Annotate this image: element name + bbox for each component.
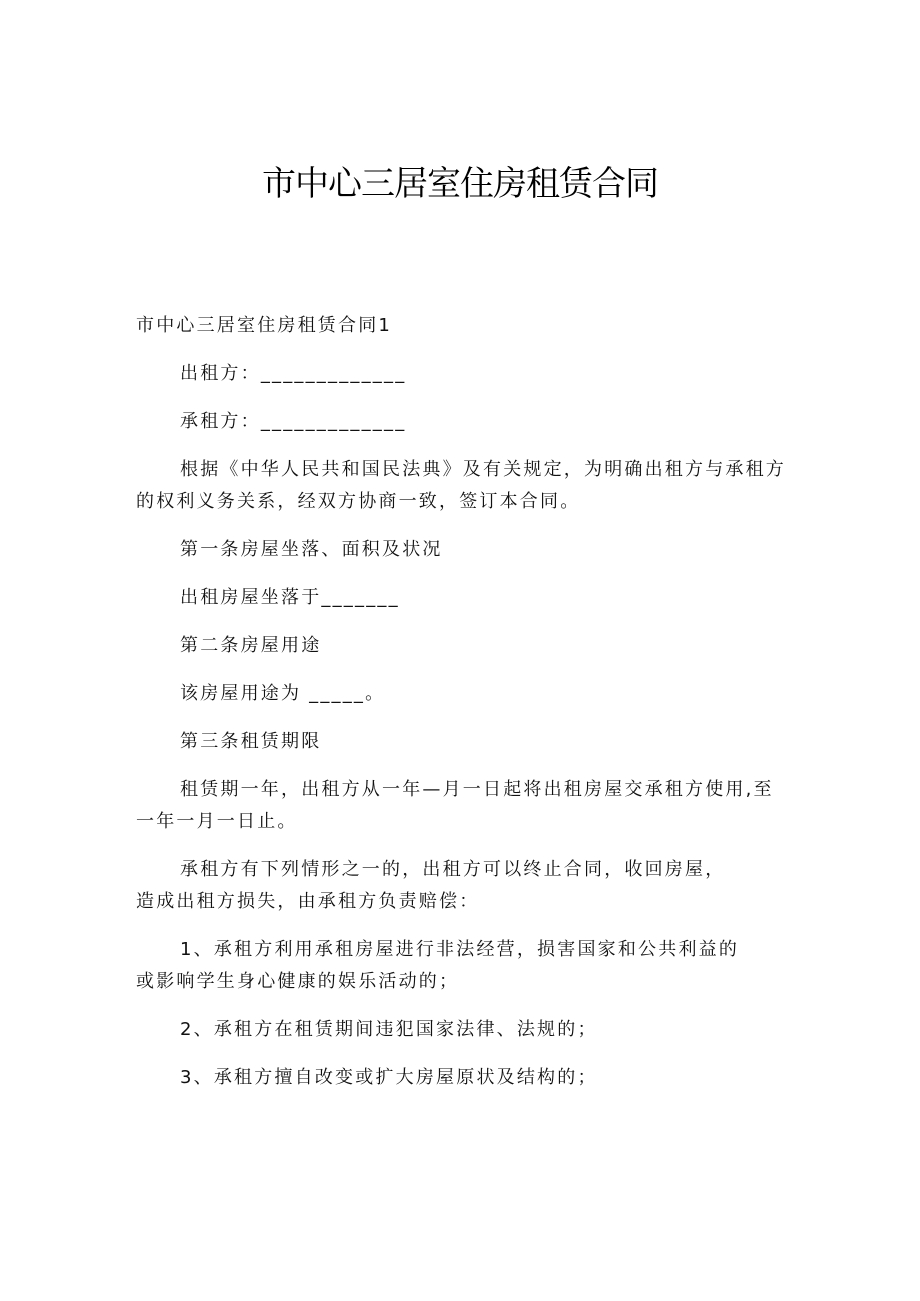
termination-line-1: 承租方有下列情形之一的，出租方可以终止合同，收回房屋， bbox=[180, 859, 726, 880]
termination-line-2: 造成出租方损失，由承租方负责赔偿： bbox=[136, 891, 480, 912]
clause-1-line-1: 1、承租方利用承租房屋进行非法经营，损害国家和公共利益的 bbox=[180, 939, 740, 960]
contract-subtitle: 市中心三居室住房租赁合同1 bbox=[136, 315, 393, 336]
article-2-text: 该房屋用途为 _____。 bbox=[180, 683, 386, 704]
article-3-text-1: 租赁期一年，出租方从一年—月一日起将出租房屋交承租方使用,至 bbox=[180, 779, 774, 800]
preamble-line-1: 根据《中华人民共和国民法典》及有关规定，为明确出租方与承租方 bbox=[180, 459, 786, 480]
document-body bbox=[136, 310, 786, 1110]
lessee-label: 承租方： bbox=[180, 411, 261, 432]
document-title: 市中心三居室住房租赁合同 bbox=[262, 164, 658, 204]
lessor-line bbox=[136, 358, 786, 390]
article-2-title: 第二条房屋用途 bbox=[180, 635, 322, 656]
article-3-title: 第三条租赁期限 bbox=[180, 731, 322, 752]
article-1-text: 出租房屋坐落于_______ bbox=[180, 587, 400, 608]
lessor-label: 出租方： bbox=[180, 363, 261, 384]
clause-1-line-2: 或影响学生身心健康的娱乐活动的； bbox=[136, 971, 460, 992]
article-1-title: 第一条房屋坐落、面积及状况 bbox=[180, 539, 443, 560]
article-3-text-2: 一年一月一日止。 bbox=[136, 811, 298, 832]
clause-2: 2、承租方在租赁期间违犯国家法律、法规的； bbox=[180, 1019, 598, 1040]
clause-3: 3、承租方擅自改变或扩大房屋原状及结构的； bbox=[180, 1067, 598, 1088]
preamble-line-2: 的权利义务关系，经双方协商一致，签订本合同。 bbox=[136, 491, 581, 512]
lessee-blank: _____________ bbox=[260, 411, 407, 432]
lessor-blank: _____________ bbox=[260, 363, 407, 384]
lessee-line bbox=[136, 406, 786, 438]
